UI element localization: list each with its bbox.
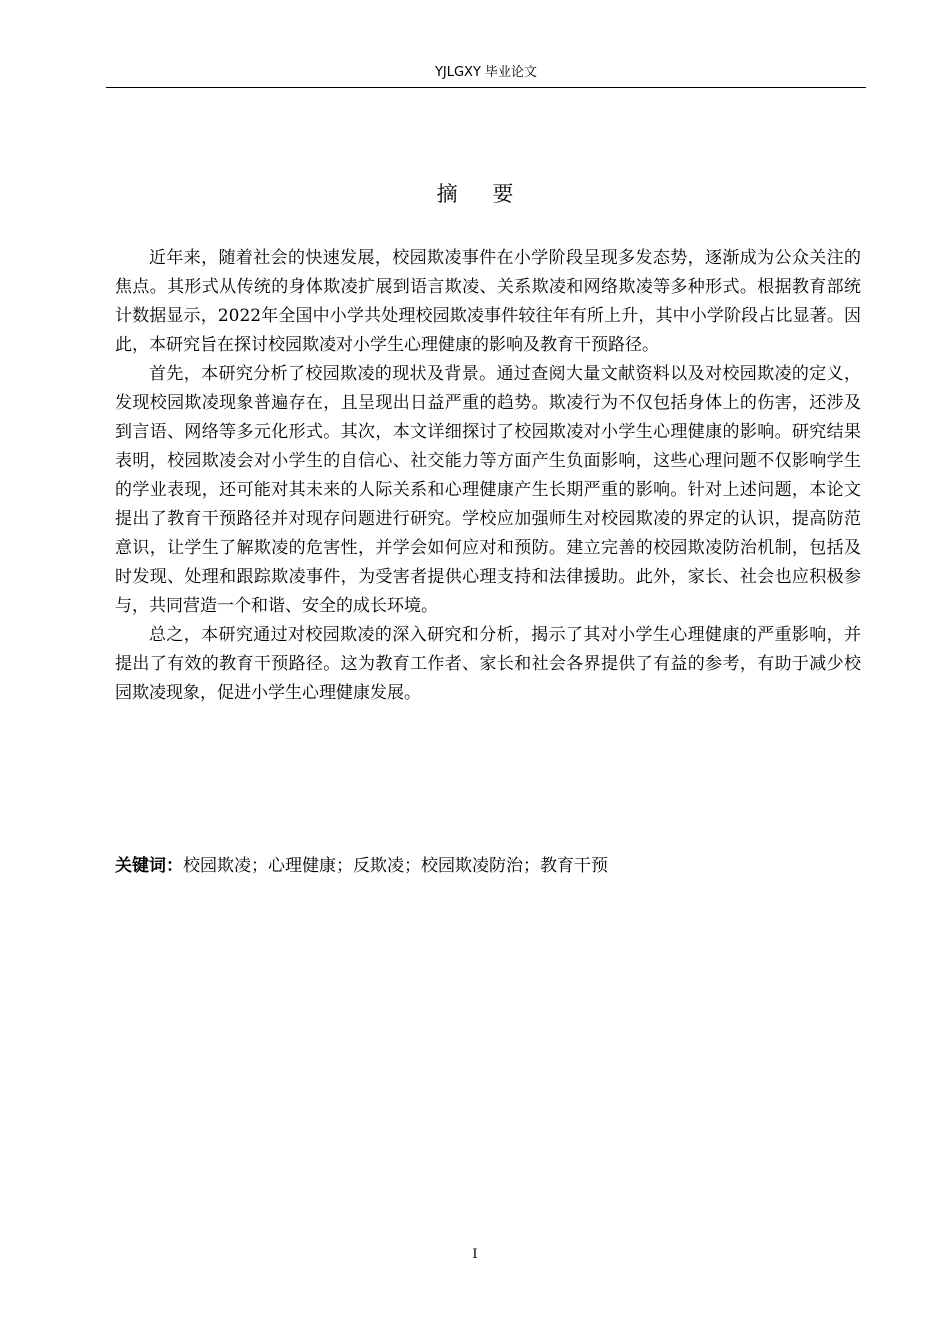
keywords-label: 关键词：: [115, 856, 183, 876]
page-header: [106, 64, 866, 88]
keywords-line: [115, 852, 861, 881]
page-number: I: [472, 1247, 478, 1262]
abstract-paragraph-3: 总之，本研究通过对校园欺凌的深入研究和分析，揭示了其对小学生心理健康的严重影响，并提出了有效的教育干预路径。这为教育工作者、家长和社会各界提供了有益的参考，有助于减少校园欺凌现象，促进小学生心理健康发展。: [115, 625, 861, 703]
abstract-title: 摘 要: [436, 182, 528, 206]
abstract-body: [115, 244, 861, 708]
running-title: YJLGXY 毕业论文: [434, 65, 538, 80]
keywords-text: 校园欺凌；心理健康；反欺凌；校园欺凌防治；教育干预: [183, 856, 608, 876]
abstract-paragraph-2: 首先，本研究分析了校园欺凌的现状及背景。通过查阅大量文献资料以及对校园欺凌的定义，发现校园欺凌现象普遍存在，且呈现出日益严重的趋势。欺凌行为不仅包括身体上的伤害，还涉及到言语、网络等多元化形式。其次，本文详细探讨了校园欺凌对小学生心理健康的影响。研究结果表明，校园欺凌会对小学生的自信心、社交能力等方面产生负面影响，这些心理问题不仅影响学生的学业表现，还可能对其未来的人际关系和心理健康产生长期严重的影响。针对上述问题，本论文提出了教育干预路径并对现存问题进行研究。学校应加强师生对校园欺凌的界定的认识，提高防范意识，让学生了解欺凌的危害性，并学会如何应对和预防。建立完善的校园欺凌防治机制，包括及时发现、处理和跟踪欺凌事件，为受害者提供心理支持和法律援助。此外，家长、社会也应积极参与，共同营造一个和谐、安全的成长环境。: [115, 364, 861, 616]
abstract-paragraph-1: 近年来，随着社会的快速发展，校园欺凌事件在小学阶段呈现多发态势，逐渐成为公众关注的焦点。其形式从传统的身体欺凌扩展到语言欺凌、关系欺凌和网络欺凌等多种形式。根据教育部统计数据显示，2022年全国中小学共处理校园欺凌事件较往年有所上升，其中小学阶段占比显著。因此，本研究旨在探讨校园欺凌对小学生心理健康的影响及教育干预路径。: [115, 248, 861, 355]
